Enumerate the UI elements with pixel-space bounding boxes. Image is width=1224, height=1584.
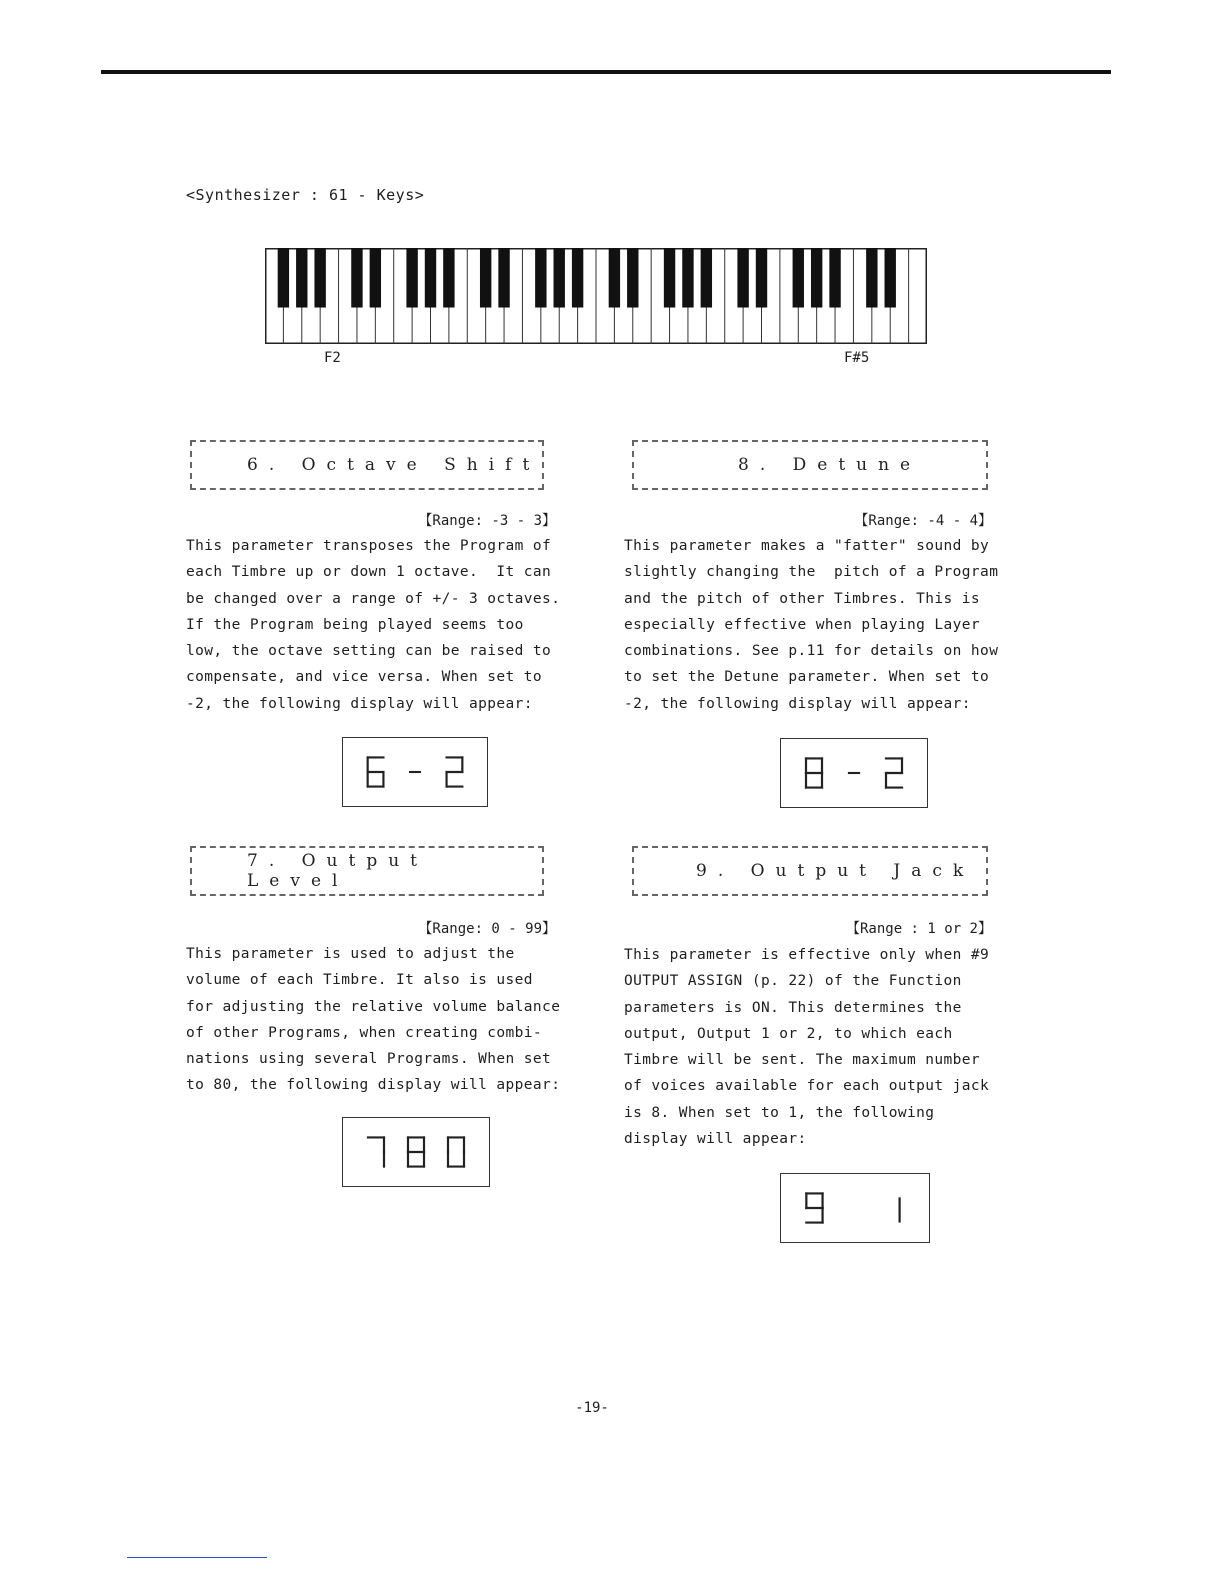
body-line: parameters is ON. This determines the [624,999,962,1016]
black-key [756,248,767,308]
black-key [885,248,896,308]
body-line: of voices available for each output jack [624,1078,990,1095]
seven-segment-digits [343,738,487,806]
section-title-box-output-jack [632,846,988,896]
black-key [811,248,822,308]
body-line: combinations. See p.11 for details on how [624,643,999,660]
section-title: 6. Octave Shift [247,455,541,475]
top-rule [101,70,1111,74]
black-key [737,248,748,308]
body-output-jack [624,942,994,1152]
black-key [866,248,877,308]
section-title: 9. Output Jack [696,861,975,881]
black-key [370,248,381,308]
body-line: compensate, and vice versa. When set to [186,669,543,686]
body-line: This parameter is effective only when #9 [624,947,990,963]
body-octave-shift [186,533,561,717]
body-line: nations using several Programs. When set [186,1051,552,1068]
section-title: 7. Output Level [247,851,429,891]
page-number: -19- [575,1400,609,1416]
section-title: 8. Detune [738,455,922,475]
display-digit [447,757,463,786]
black-key [278,248,289,308]
body-line: output, Output 1 or 2, to which each [624,1025,953,1042]
black-key [296,248,307,308]
body-line: to 80, the following display will appear: [186,1077,561,1094]
body-line: and the pitch of other Timbres. This is [624,590,981,607]
body-line: of other Programs, when creating combi- [186,1024,543,1041]
lcd-display-detune [780,738,928,808]
display-digit [806,1193,822,1222]
black-key [572,248,583,308]
body-line: low, the octave setting can be raised to [186,643,552,660]
keyboard-diagram [265,248,927,344]
black-key [554,248,565,308]
black-key [627,248,638,308]
section-title-box-detune [632,440,988,490]
body-output-level [186,941,562,1099]
footer-link-underline [127,1557,267,1558]
seven-segment-digits [343,1118,489,1186]
range-output-jack: 【Range : 1 or 2】 [845,921,992,937]
body-line: is 8. When set to 1, the following [624,1104,935,1121]
body-line: to set the Detune parameter. When set to [624,669,990,686]
keyboard-caption: <Synthesizer : 61 - Keys> [186,186,425,204]
section-title-box-output-level [190,846,544,896]
black-key [351,248,362,308]
body-line: Timbre will be sent. The maximum number [624,1052,981,1069]
seven-segment-digits [781,1174,929,1242]
body-line: especially effective when playing Layer [624,616,981,633]
display-digit [806,758,822,787]
section-title-box-octave-shift [190,440,544,490]
black-key [443,248,454,308]
black-key [314,248,325,308]
body-line: If the Program being played seems too [186,616,524,633]
body-detune [624,533,998,717]
body-line: each Timbre up or down 1 octave. It can [186,564,552,581]
body-line: This parameter transposes the Program of [186,538,552,554]
body-line: This parameter is used to adjust the [186,946,515,962]
body-line: This parameter makes a "fatter" sound by [624,538,990,554]
key-label-low: F2 [324,350,341,366]
lcd-display-octave-shift [342,737,488,807]
black-key [682,248,693,308]
black-key [535,248,546,308]
black-key [480,248,491,308]
black-key [425,248,436,308]
lcd-display-output-level [342,1117,490,1187]
black-key [609,248,620,308]
body-line: for adjusting the relative volume balance [186,998,561,1015]
black-key [664,248,675,308]
key-label-high: F#5 [844,350,870,366]
black-key [829,248,840,308]
display-digit [448,1137,464,1166]
range-octave-shift: 【Range: -3 - 3】 [418,513,556,529]
body-line: -2, the following display will appear: [186,695,533,712]
black-key [406,248,417,308]
display-digit [368,757,384,786]
body-line: be changed over a range of +/- 3 octaves. [186,590,561,607]
range-output-level: 【Range: 0 - 99】 [418,921,556,937]
body-line: volume of each Timbre. It also is used [186,972,533,989]
body-line: OUTPUT ASSIGN (p. 22) of the Function [624,973,962,990]
seven-segment-digits [781,739,927,807]
black-key [701,248,712,308]
black-key [793,248,804,308]
range-detune: 【Range: -4 - 4】 [854,513,992,529]
lcd-display-output-jack [780,1173,930,1243]
display-digit [886,758,902,787]
body-line: slightly changing the pitch of a Program [624,564,999,581]
body-line: display will appear: [624,1131,807,1148]
body-line: -2, the following display will appear: [624,695,971,712]
display-digit [408,1137,424,1166]
black-key [498,248,509,308]
display-digit [368,1137,384,1166]
